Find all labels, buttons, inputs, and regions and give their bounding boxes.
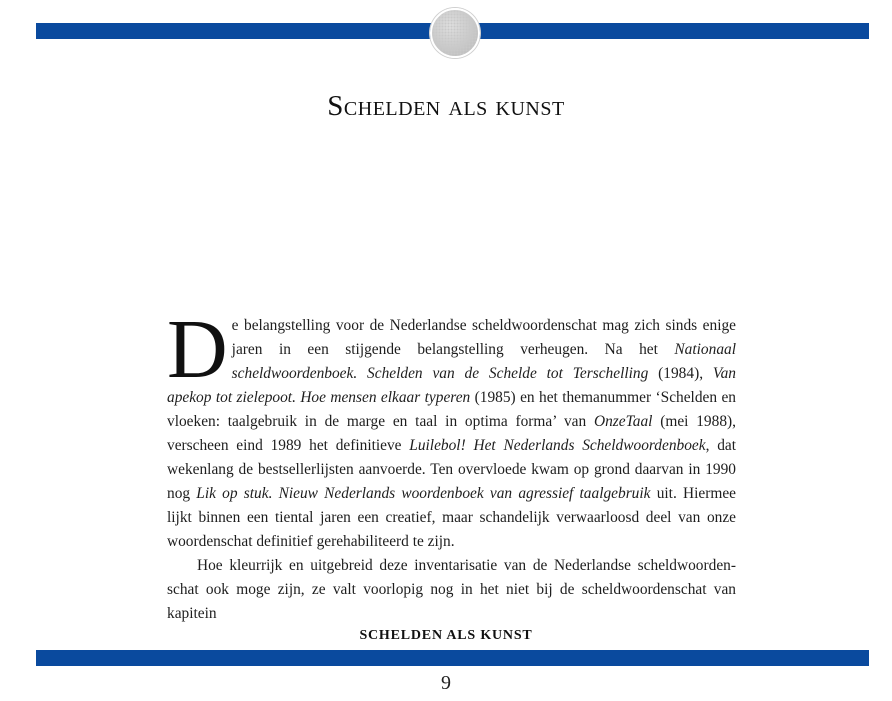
page-number: 9 [441, 672, 451, 694]
paragraph-1 [167, 303, 737, 554]
running-footer-title: SCHELDEN ALS KUNST [359, 628, 533, 643]
italic-title-run: Luilebol! Het Nederlands Scheldwoordenboek [409, 437, 706, 454]
bottom-rule-bar [36, 650, 869, 666]
drop-cap: D [167, 303, 228, 396]
italic-title-run: Lik op stuk. Nieuw Nederlands woordenboek van agressief taalgebruik [196, 485, 651, 502]
page-title: Schelden als kunst [327, 90, 565, 122]
header-medallion-ornament [430, 8, 480, 58]
italic-title-run: OnzeTaal [594, 413, 653, 430]
text-run: (1984), [648, 365, 713, 382]
body-text [167, 303, 737, 626]
text-run: (1985) en het themanummer ‘Schelden en vloeken: taalgebruik in de marge en taal in optima forma’ van [167, 389, 736, 430]
text-run: (mei 1988), verscheen eind 1989 het definitieve [167, 413, 736, 454]
italic-title-run: Nationaal scheldwoordenboek. Schelden van de Schelde tot Terschelling [231, 341, 736, 382]
italic-title-run: Van apekop tot zielepoot. Hoe mensen elkaar typeren [167, 365, 736, 406]
text-run: e belangstelling voor de Nederlandse scheldwoordenschat mag zich sinds enige jaren in een stijgende belangstelling verheugen. Na het [231, 317, 736, 358]
text-run: uit. Hiermee lijkt binnen een tiental jaren een creatief, maar schandelijk verwaarloosd deel van onze woordenschat definitief gerehabiliteerd te zijn. [167, 485, 736, 550]
text-run: , dat wekenlang de bestsellerlijsten aanvoerde. Ten overvloede kwam op grond daarvan in 1990 nog [167, 437, 737, 502]
paragraph-2: Hoe kleurrijk en uitgebreid deze inventarisatie van de Nederlandse scheldwoordenschat ook moge zijn, ze valt voorlopig nog in het niet bij de scheldwoordenschat van kapitein [167, 557, 736, 622]
